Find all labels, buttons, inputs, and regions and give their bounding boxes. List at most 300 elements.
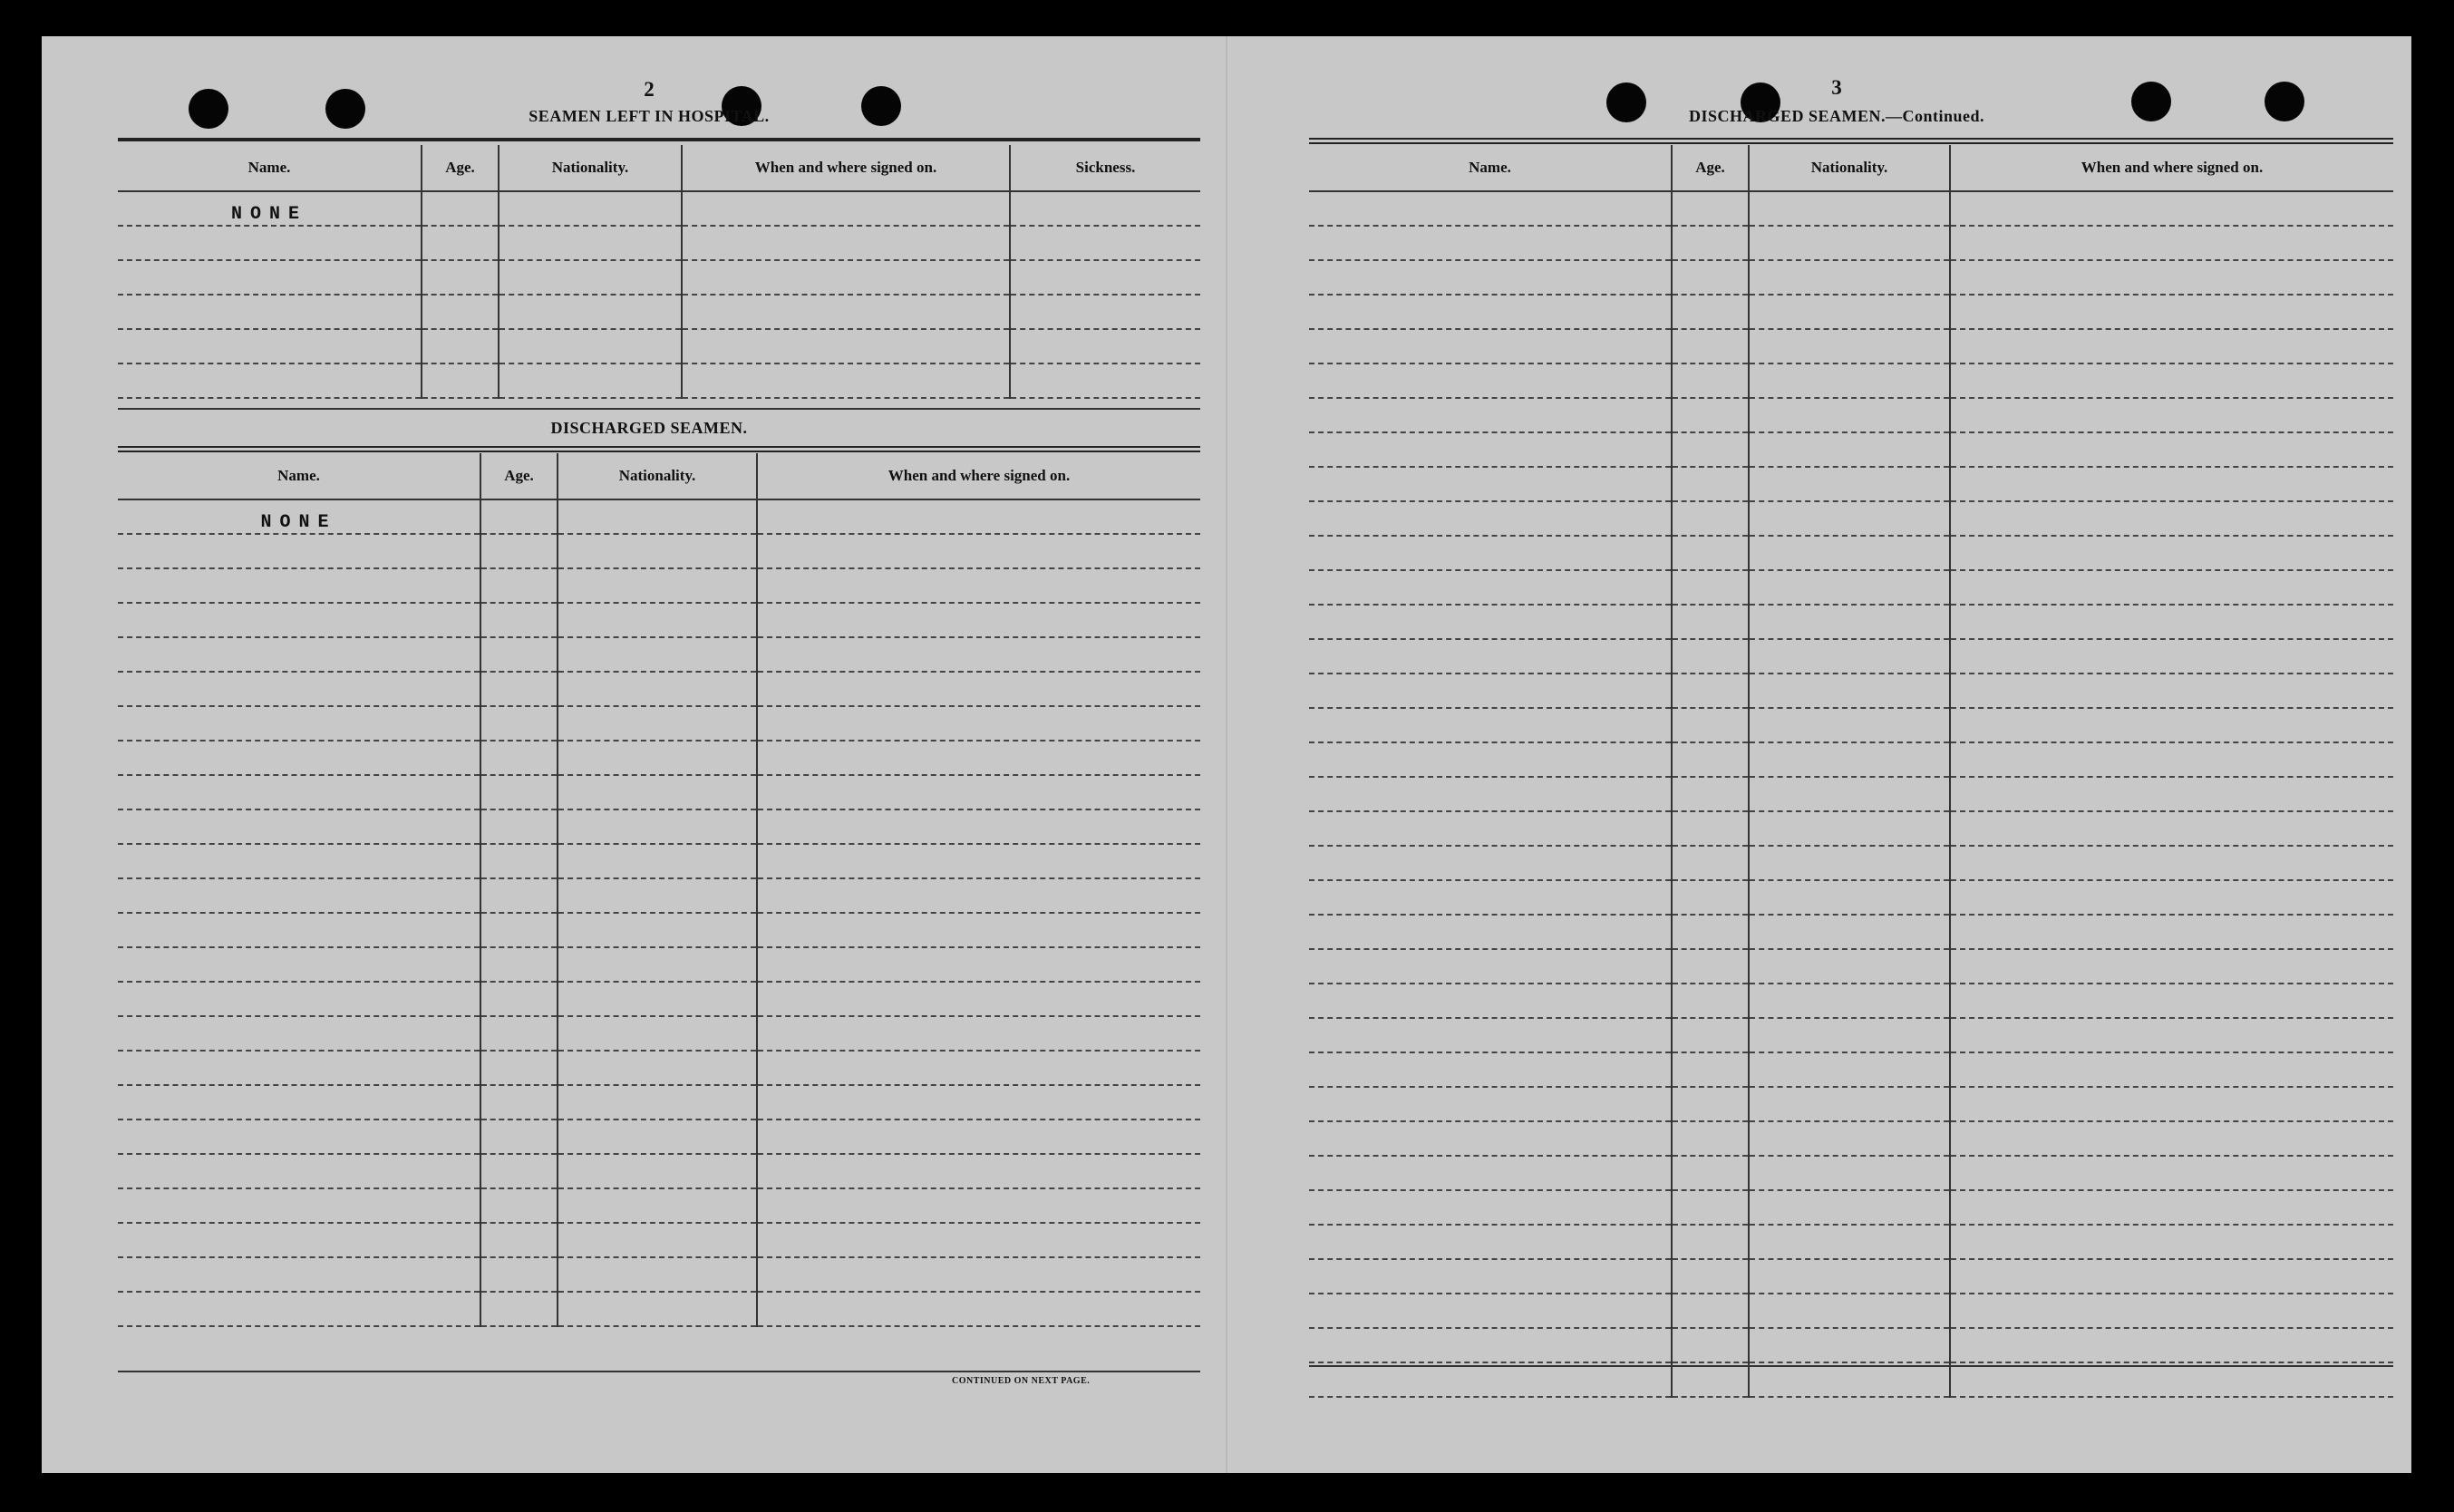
punch-hole	[861, 86, 901, 126]
table-cell	[1749, 363, 1950, 398]
table-row	[1309, 674, 2393, 708]
table-row	[1309, 501, 2393, 536]
table-cell	[1749, 570, 1950, 605]
left-page-number: 2	[644, 78, 655, 101]
table-cell	[1950, 846, 2393, 880]
table-cell	[1749, 1294, 1950, 1328]
table-row	[118, 295, 1200, 329]
table-cell	[1672, 1225, 1749, 1259]
table-cell	[1950, 811, 2393, 846]
table-cell	[1309, 1156, 1672, 1190]
table-cell	[1672, 880, 1749, 915]
table-cell	[1672, 639, 1749, 674]
table-cell	[1309, 1121, 1672, 1156]
column-header: Name.	[1309, 145, 1672, 191]
table-cell	[1950, 536, 2393, 570]
column-header: Sickness.	[1010, 145, 1200, 191]
table-row	[1309, 742, 2393, 777]
table-cell	[1749, 226, 1950, 260]
table-cell	[480, 741, 558, 775]
table-cell	[558, 878, 757, 913]
table-row	[1309, 1052, 2393, 1087]
table-cell	[1749, 501, 1950, 536]
table-cell	[118, 260, 422, 295]
table-cell	[1672, 915, 1749, 949]
table-cell	[1672, 1328, 1749, 1362]
table-cell	[757, 672, 1200, 706]
table-cell	[1672, 398, 1749, 432]
table-cell	[480, 1257, 558, 1292]
table-cell	[757, 982, 1200, 1016]
table-cell	[499, 260, 682, 295]
table-cell	[757, 1292, 1200, 1326]
table-cell	[1672, 1259, 1749, 1294]
table-cell	[1950, 295, 2393, 329]
table-cell	[118, 1292, 480, 1326]
table-cell	[118, 1257, 480, 1292]
table-cell	[1950, 1018, 2393, 1052]
table-row	[1309, 811, 2393, 846]
table-row	[1309, 1190, 2393, 1225]
table-cell	[118, 1119, 480, 1154]
table-cell	[682, 329, 1010, 363]
table-cell	[558, 1223, 757, 1257]
table-row	[118, 844, 1200, 878]
table-cell	[1749, 605, 1950, 639]
table-cell	[480, 947, 558, 982]
table-cell	[480, 603, 558, 637]
table-cell	[1309, 949, 1672, 984]
table-cell	[558, 1016, 757, 1051]
table-cell: NONE	[118, 499, 480, 534]
table-row	[118, 1223, 1200, 1257]
table-cell	[757, 1085, 1200, 1119]
table-cell	[757, 947, 1200, 982]
table-cell	[1309, 432, 1672, 467]
table-cell	[1950, 639, 2393, 674]
hospital-bottom-rule	[118, 408, 1200, 410]
table-cell	[1309, 1087, 1672, 1121]
punch-hole	[1606, 82, 1646, 122]
table-cell	[480, 637, 558, 672]
table-cell	[118, 603, 480, 637]
column-header: When and where signed on.	[1950, 145, 2393, 191]
table-cell	[1950, 467, 2393, 501]
table-cell	[118, 637, 480, 672]
table-cell	[480, 1085, 558, 1119]
table-cell	[682, 191, 1010, 226]
table-cell	[1309, 329, 1672, 363]
table-cell	[1672, 467, 1749, 501]
table-cell	[1672, 363, 1749, 398]
table-cell	[1950, 1052, 2393, 1087]
table-cell	[1749, 1087, 1950, 1121]
table-cell	[1672, 191, 1749, 226]
table-cell	[1749, 639, 1950, 674]
table-cell	[1309, 1018, 1672, 1052]
table-cell	[480, 913, 558, 947]
table-cell	[1672, 329, 1749, 363]
table-cell	[422, 295, 499, 329]
table-cell	[1749, 398, 1950, 432]
table-cell	[422, 260, 499, 295]
table-cell	[118, 706, 480, 741]
table-row	[118, 1085, 1200, 1119]
table-cell	[757, 775, 1200, 809]
table-cell	[558, 1051, 757, 1085]
table-cell	[118, 1051, 480, 1085]
punch-hole	[325, 89, 365, 129]
hospital-top-rule	[118, 138, 1200, 141]
table-cell	[499, 363, 682, 398]
table-cell	[757, 1154, 1200, 1188]
table-cell	[1309, 1328, 1672, 1362]
table-cell	[558, 913, 757, 947]
table-cell	[757, 1016, 1200, 1051]
table-cell	[1309, 260, 1672, 295]
table-cell	[1950, 777, 2393, 811]
table-row	[118, 878, 1200, 913]
table-cell	[1672, 432, 1749, 467]
table-cell	[1749, 1362, 1950, 1397]
table-cell	[1749, 1121, 1950, 1156]
table-row	[1309, 398, 2393, 432]
table-cell	[1950, 1294, 2393, 1328]
table-cell	[1950, 260, 2393, 295]
table-cell	[1950, 949, 2393, 984]
column-header: Name.	[118, 453, 480, 499]
discharged-continued-title: DISCHARGED SEAMEN.—Continued.	[1688, 107, 1985, 125]
table-cell	[1672, 777, 1749, 811]
table-row	[1309, 1225, 2393, 1259]
table-row	[118, 363, 1200, 398]
table-cell	[118, 1085, 480, 1119]
table-cell	[422, 191, 499, 226]
table-cell	[682, 363, 1010, 398]
table-cell	[499, 295, 682, 329]
table-row	[1309, 846, 2393, 880]
table-cell	[1309, 536, 1672, 570]
table-cell	[1749, 742, 1950, 777]
table-cell	[1672, 984, 1749, 1018]
discharged-continued-table	[1309, 145, 2393, 1398]
hospital-table	[118, 145, 1200, 399]
table-cell	[1950, 674, 2393, 708]
table-cell	[1749, 777, 1950, 811]
table-cell	[118, 947, 480, 982]
table-row	[118, 637, 1200, 672]
table-cell	[1309, 1052, 1672, 1087]
table-cell	[1950, 1328, 2393, 1362]
table-row	[118, 947, 1200, 982]
table-cell	[1950, 191, 2393, 226]
table-cell	[1749, 329, 1950, 363]
table-cell	[1749, 1018, 1950, 1052]
table-row	[1309, 191, 2393, 226]
table-row	[118, 499, 1200, 534]
punch-hole	[2265, 82, 2304, 121]
table-cell	[118, 844, 480, 878]
table-cell	[422, 329, 499, 363]
table-cell	[480, 568, 558, 603]
table-cell	[558, 534, 757, 568]
table-row	[118, 191, 1200, 226]
table-cell	[1749, 1190, 1950, 1225]
table-cell	[1749, 811, 1950, 846]
discharged-bottom-rule	[118, 1371, 1200, 1372]
table-row	[1309, 432, 2393, 467]
table-row	[1309, 984, 2393, 1018]
table-cell	[118, 568, 480, 603]
table-cell	[1749, 674, 1950, 708]
table-cell	[1749, 915, 1950, 949]
table-row	[118, 603, 1200, 637]
table-cell	[1672, 570, 1749, 605]
table-row	[1309, 329, 2393, 363]
table-cell	[757, 603, 1200, 637]
table-cell	[1010, 226, 1200, 260]
table-cell	[1749, 295, 1950, 329]
table-row	[1309, 708, 2393, 742]
table-cell	[1309, 1225, 1672, 1259]
table-row	[118, 1051, 1200, 1085]
table-cell	[558, 982, 757, 1016]
table-cell	[1309, 1190, 1672, 1225]
table-cell	[1950, 880, 2393, 915]
table-row	[118, 226, 1200, 260]
column-header: Age.	[422, 145, 499, 191]
table-row	[118, 534, 1200, 568]
table-cell	[118, 913, 480, 947]
table-cell	[480, 775, 558, 809]
table-cell	[1309, 605, 1672, 639]
table-cell	[1749, 880, 1950, 915]
table-cell	[1950, 329, 2393, 363]
table-cell	[1672, 260, 1749, 295]
table-cell	[757, 499, 1200, 534]
discharged-top-rule	[118, 446, 1200, 452]
table-cell	[1672, 846, 1749, 880]
table-row	[1309, 1087, 2393, 1121]
table-cell	[499, 226, 682, 260]
table-cell	[558, 603, 757, 637]
table-cell	[1672, 605, 1749, 639]
table-cell	[757, 913, 1200, 947]
table-cell	[1309, 226, 1672, 260]
table-cell	[118, 1154, 480, 1188]
table-row	[118, 260, 1200, 295]
table-cell	[1950, 1225, 2393, 1259]
table-cell	[1950, 1156, 2393, 1190]
table-cell	[558, 706, 757, 741]
table-row	[1309, 467, 2393, 501]
table-cell	[118, 226, 422, 260]
table-cell	[1950, 605, 2393, 639]
column-header: Nationality.	[558, 453, 757, 499]
table-cell	[682, 226, 1010, 260]
table-row	[118, 775, 1200, 809]
table-cell	[558, 499, 757, 534]
table-row	[118, 982, 1200, 1016]
right-page-number: 3	[1831, 76, 1842, 99]
table-cell	[757, 1188, 1200, 1223]
table-cell	[1749, 1328, 1950, 1362]
table-cell	[1309, 811, 1672, 846]
table-cell	[1309, 742, 1672, 777]
table-cell	[757, 1223, 1200, 1257]
table-cell	[480, 1119, 558, 1154]
table-cell	[480, 809, 558, 844]
column-header: Age.	[1672, 145, 1749, 191]
table-cell	[1010, 329, 1200, 363]
table-cell: NONE	[118, 191, 422, 226]
table-cell	[1950, 1121, 2393, 1156]
table-row	[118, 329, 1200, 363]
punch-hole	[2131, 82, 2171, 121]
table-cell	[682, 295, 1010, 329]
table-row	[1309, 639, 2393, 674]
table-cell	[1309, 295, 1672, 329]
table-cell	[1309, 398, 1672, 432]
table-cell	[1309, 639, 1672, 674]
punch-hole	[189, 89, 228, 129]
table-row	[118, 568, 1200, 603]
table-cell	[558, 1119, 757, 1154]
table-cell	[757, 706, 1200, 741]
table-row	[1309, 1362, 2393, 1397]
table-cell	[757, 1119, 1200, 1154]
column-header: When and where signed on.	[682, 145, 1010, 191]
right-top-rule	[1309, 138, 2393, 144]
table-row	[118, 1292, 1200, 1326]
table-cell	[118, 329, 422, 363]
table-cell	[480, 672, 558, 706]
column-header: Age.	[480, 453, 558, 499]
table-cell	[480, 1051, 558, 1085]
table-row	[1309, 536, 2393, 570]
table-cell	[558, 1257, 757, 1292]
table-cell	[1950, 501, 2393, 536]
table-cell	[1950, 915, 2393, 949]
table-cell	[1010, 260, 1200, 295]
table-cell	[118, 982, 480, 1016]
table-row	[118, 1119, 1200, 1154]
table-cell	[1010, 191, 1200, 226]
table-cell	[558, 672, 757, 706]
table-cell	[1309, 777, 1672, 811]
table-row	[118, 741, 1200, 775]
table-cell	[1672, 536, 1749, 570]
table-cell	[480, 982, 558, 1016]
table-cell	[757, 637, 1200, 672]
table-cell	[480, 844, 558, 878]
table-cell	[1749, 949, 1950, 984]
table-cell	[757, 741, 1200, 775]
table-cell	[480, 499, 558, 534]
table-row	[1309, 1018, 2393, 1052]
table-cell	[1950, 1190, 2393, 1225]
table-cell	[118, 534, 480, 568]
table-cell	[1950, 708, 2393, 742]
table-cell	[1749, 1052, 1950, 1087]
table-cell	[118, 672, 480, 706]
table-cell	[1749, 1156, 1950, 1190]
table-cell	[757, 1051, 1200, 1085]
table-row	[1309, 1121, 2393, 1156]
table-row	[118, 809, 1200, 844]
table-cell	[1309, 915, 1672, 949]
table-cell	[1010, 295, 1200, 329]
table-cell	[118, 363, 422, 398]
table-cell	[682, 260, 1010, 295]
table-row	[118, 1188, 1200, 1223]
discharged-table	[118, 453, 1200, 1327]
table-row	[1309, 915, 2393, 949]
table-cell	[757, 1257, 1200, 1292]
table-cell	[1672, 811, 1749, 846]
table-cell	[480, 1292, 558, 1326]
table-cell	[1950, 742, 2393, 777]
table-cell	[1749, 260, 1950, 295]
table-cell	[118, 1016, 480, 1051]
table-cell	[1672, 742, 1749, 777]
table-cell	[558, 741, 757, 775]
right-bottom-rule	[1309, 1365, 2393, 1367]
table-row	[118, 706, 1200, 741]
table-row	[1309, 1294, 2393, 1328]
table-cell	[558, 1292, 757, 1326]
table-cell	[1950, 432, 2393, 467]
table-cell	[1672, 1190, 1749, 1225]
table-row	[118, 1154, 1200, 1188]
table-cell	[1672, 674, 1749, 708]
table-cell	[1672, 1018, 1749, 1052]
column-header: When and where signed on.	[757, 453, 1200, 499]
table-row	[1309, 949, 2393, 984]
table-cell	[480, 1188, 558, 1223]
table-cell	[480, 1016, 558, 1051]
table-cell	[480, 1154, 558, 1188]
table-cell	[499, 329, 682, 363]
table-cell	[1749, 536, 1950, 570]
table-cell	[118, 295, 422, 329]
table-row	[118, 1257, 1200, 1292]
discharged-section-title: DISCHARGED SEAMEN.	[550, 419, 748, 437]
table-cell	[558, 947, 757, 982]
table-cell	[1749, 432, 1950, 467]
table-row	[1309, 226, 2393, 260]
table-cell	[1309, 570, 1672, 605]
table-cell	[118, 741, 480, 775]
table-row	[1309, 295, 2393, 329]
table-row	[1309, 1156, 2393, 1190]
table-cell	[1309, 1362, 1672, 1397]
table-cell	[1950, 570, 2393, 605]
table-cell	[1749, 467, 1950, 501]
continued-note: CONTINUED ON NEXT PAGE.	[952, 1376, 1091, 1386]
table-cell	[480, 878, 558, 913]
table-row	[118, 913, 1200, 947]
table-cell	[558, 1154, 757, 1188]
table-cell	[499, 191, 682, 226]
table-cell	[480, 706, 558, 741]
table-cell	[1950, 398, 2393, 432]
table-row	[1309, 260, 2393, 295]
table-cell	[480, 534, 558, 568]
table-cell	[558, 637, 757, 672]
table-cell	[1309, 501, 1672, 536]
table-cell	[1672, 501, 1749, 536]
